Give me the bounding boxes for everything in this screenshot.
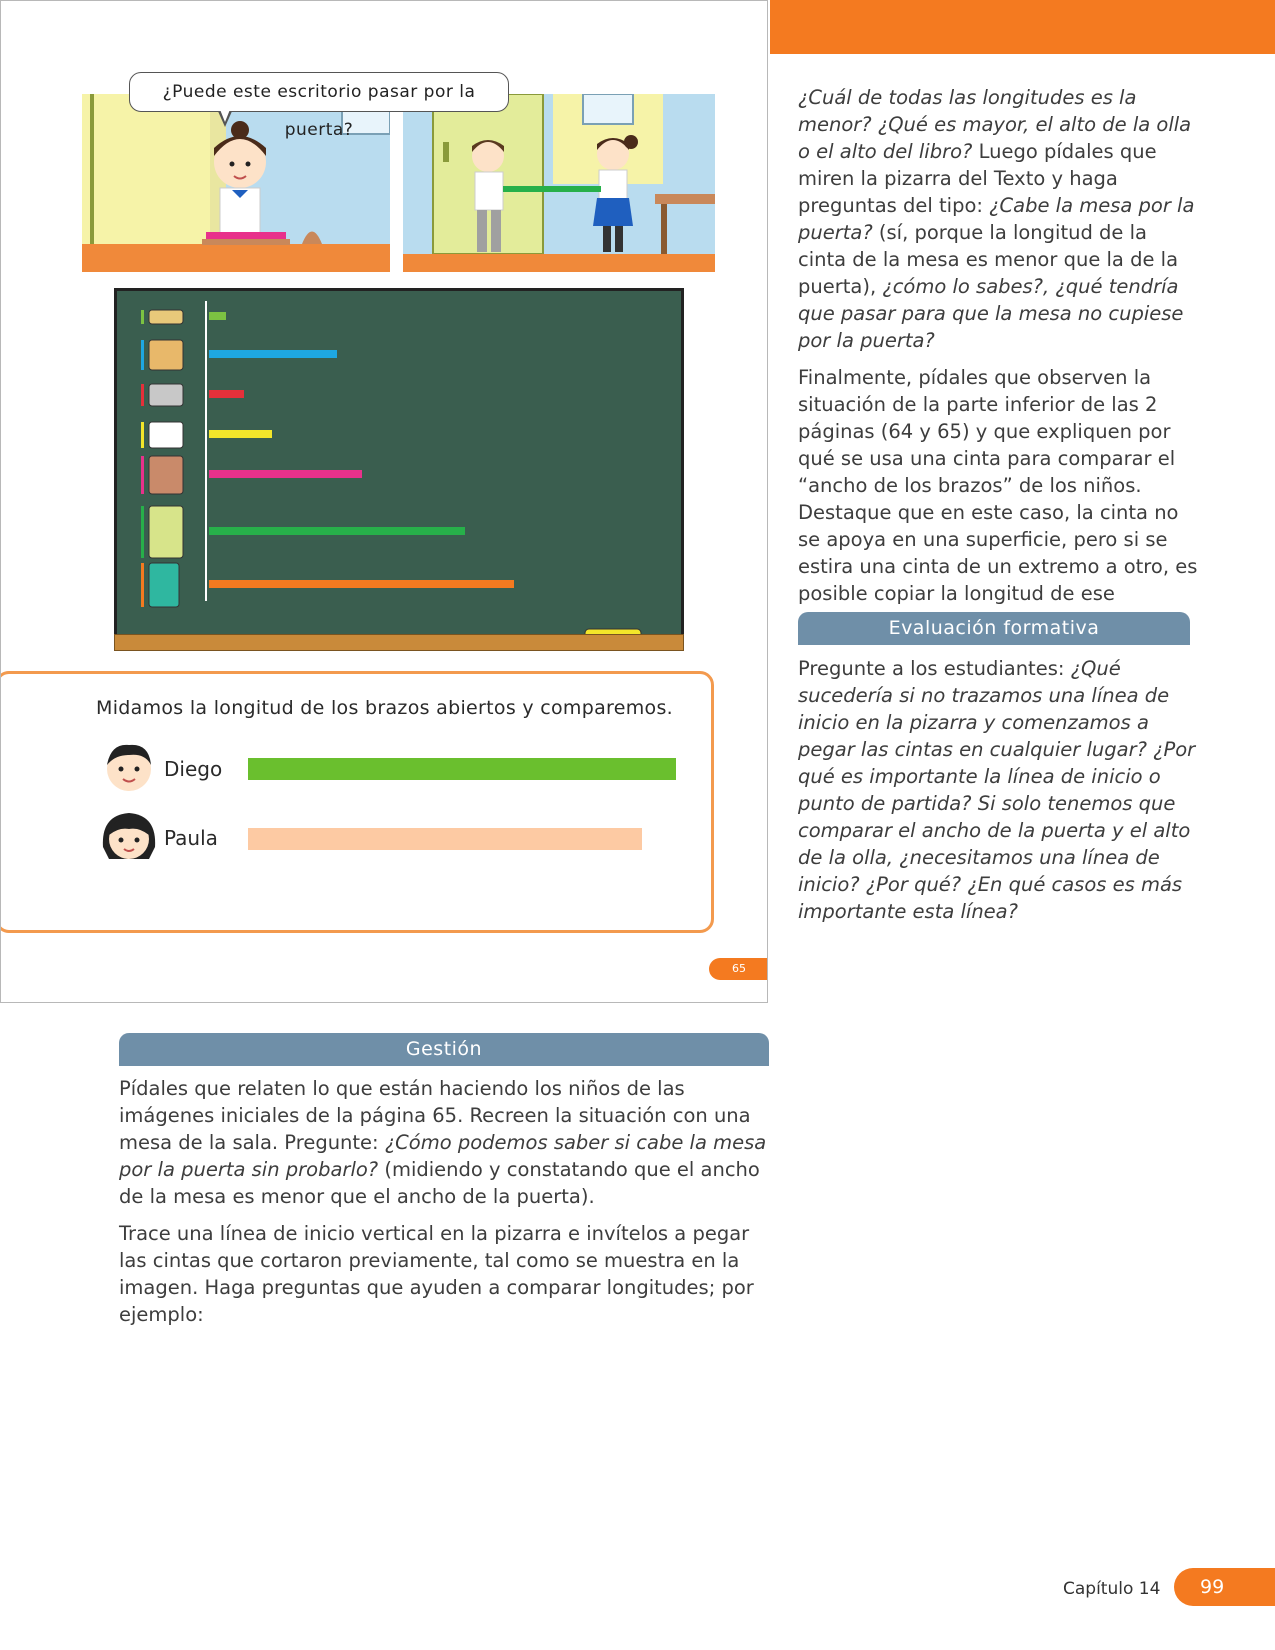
page-number: 99 — [1174, 1568, 1275, 1606]
table-icon — [141, 340, 183, 370]
blackboard — [114, 288, 684, 651]
speech-bubble-tail-fill — [219, 107, 231, 122]
tape-child-arms — [209, 580, 514, 588]
evaluacion-formativa-text — [798, 655, 1198, 935]
textbook-page-65 — [0, 0, 768, 1003]
right-p1-segment: (sí, porque la longitud de la cinta de la mesa es menor que la de la puerta), — [798, 221, 1179, 298]
tape-desk — [209, 470, 362, 478]
gestion-p1a: Pídales que relaten lo que están haciendo los niños de las imágenes iniciales de la página 65. Recreen la situación con una mesa de la sala. Pregunte: — [119, 1077, 751, 1154]
diego-face-icon — [101, 739, 157, 795]
right-p1-segment: ¿cómo lo sabes?, ¿qué tendría que pasar para que la mesa no cupiese por la puerta? — [798, 275, 1184, 352]
chapter-label: Capítulo 14 — [1063, 1579, 1161, 1599]
evaluacion-formativa-header: Evaluación formativa — [798, 612, 1190, 645]
tape-notebook — [209, 430, 272, 438]
gestion-paragraph-2: Trace una línea de inicio vertical en la pizarra e invítelos a pegar las cintas que cortaron previamente, tal como se muestra en la imagen. Haga preguntas que ayuden a comparar longitudes; por ejemplo: — [119, 1222, 754, 1326]
evaluacion-question: ¿Qué sucedería si no trazamos una línea de inicio en la pizarra y comenzamos a pegar las cintas en cualquier lugar? ¿Por qué es importante la línea de inicio o punto de partida? Si solo tenemos que comparar el ancho de la puerta y el alto de la olla, ¿necesitamos una línea de inicio? ¿Por qué? ¿En qué casos es más importante esta línea? — [798, 657, 1196, 923]
right-column-text — [798, 84, 1198, 644]
gestion-header: Gestión — [119, 1033, 769, 1066]
speech-bubble: ¿Puede este escritorio pasar por la puerta? — [129, 72, 509, 112]
tape-table — [209, 350, 337, 358]
door-icon — [141, 506, 183, 558]
page-number-65: 65 — [709, 958, 768, 980]
paula-face-icon — [99, 807, 159, 867]
header-accent-bar — [770, 0, 1275, 54]
gestion-p1c: (midiendo y constatando que el ancho de la mesa es menor que el ancho de la puerta). — [119, 1158, 760, 1208]
book-icon — [141, 310, 183, 324]
right-p1-segment: ¿Cabe la mesa por la puerta? — [798, 194, 1195, 244]
evaluacion-paragraph — [798, 655, 1198, 925]
evaluacion-lead: Pregunte a los estudiantes: — [798, 657, 1071, 680]
child-name-paula: Paula — [164, 826, 218, 850]
right-paragraph-2: Finalmente, pídales que observen la situación de la parte inferior de las 2 páginas (64 y 65) y que expliquen por qué se usa una cinta para comparar el “ancho de los brazos” de los niños. Destaque que en este caso, la cinta no se apoya en una superficie, pero si se estira una cinta de un extremo a otro, es posible copiar la longitud de ese — [798, 366, 1198, 605]
right-p1-segment: ¿Cuál de todas las longitudes es la menor? ¿Qué es mayor, el alto de la olla o el alto del libro? — [798, 86, 1192, 163]
child-arms-icon — [141, 563, 179, 607]
tape-book — [209, 312, 226, 320]
tape-pot — [209, 390, 244, 398]
tape-door — [209, 527, 465, 535]
measure-prompt: Midamos la longitud de los brazos abiertos y comparemos. — [96, 697, 673, 719]
diego-tape — [248, 758, 676, 780]
child-name-diego: Diego — [164, 757, 223, 781]
desk-icon — [141, 456, 183, 494]
blackboard-tapes-chart — [117, 291, 681, 648]
pot-icon — [141, 384, 183, 406]
blackboard-ledge — [114, 634, 684, 651]
right-paragraph-1 — [798, 84, 1198, 354]
paula-tape — [248, 828, 642, 850]
gestion-text — [119, 1075, 769, 1338]
gestion-paragraph-1 — [119, 1075, 769, 1210]
gestion-p1b: ¿Cómo podemos saber si cabe la mesa por la puerta sin probarlo? — [119, 1131, 767, 1181]
right-p1-segment: Luego pídales que miren la pizarra del Texto y haga preguntas del tipo: — [798, 140, 1157, 217]
kids-measuring-door-illustration — [403, 94, 715, 272]
notebook-icon — [141, 422, 183, 448]
